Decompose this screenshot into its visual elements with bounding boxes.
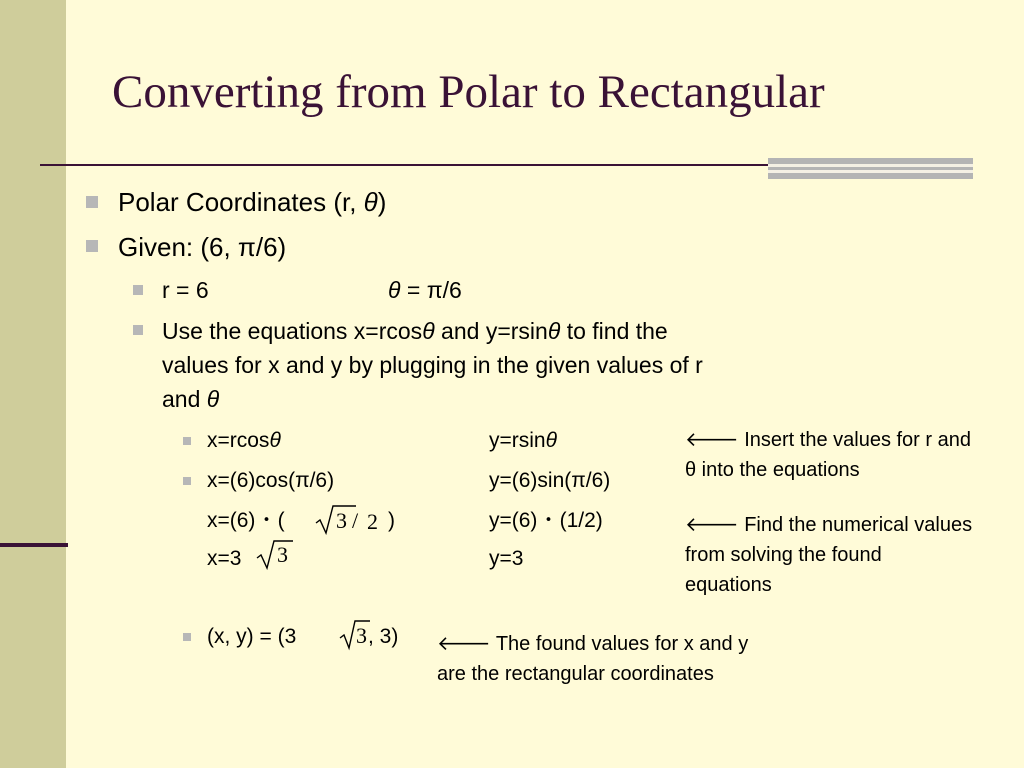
- equation-y-general: y=rsinθ: [489, 429, 558, 452]
- arrow-left-icon: 🡐: [685, 514, 739, 536]
- use-equations-line-3: and θ: [162, 386, 220, 412]
- arrow-left-icon: 🡐: [685, 429, 739, 451]
- sqrt-three-symbol: 3: [316, 503, 356, 535]
- bullet-icon: [86, 196, 98, 208]
- result-coordinates-suffix: , 3): [368, 625, 399, 648]
- bullet-icon: [183, 437, 191, 445]
- slide-title: Converting from Polar to Rectangular: [112, 66, 825, 118]
- bullet-icon: [133, 285, 143, 295]
- arrow-left-icon: 🡐: [437, 633, 491, 655]
- equation-y-substituted: y=(6)sin(π/6): [489, 469, 611, 492]
- denominator-two: 2: [367, 509, 378, 534]
- use-equations-line-1: Use the equations x=rcosθ and y=rsinθ to find the: [162, 318, 668, 344]
- note-find-values: 🡐 Find the numerical values from solving the found equations: [685, 514, 973, 596]
- r-value: r = 6: [162, 277, 209, 303]
- sqrt-three-symbol: 3: [340, 618, 370, 650]
- sqrt-three-symbol: 3: [257, 538, 293, 570]
- division-slash: /: [352, 508, 359, 533]
- equation-y-evaluated: y=(6) ･ (1/2): [489, 509, 603, 532]
- equation-y-result: y=3: [489, 547, 524, 570]
- bullet-icon: [183, 633, 191, 641]
- equation-x-evaluated-prefix: x=(6) ･ (: [207, 509, 285, 532]
- note-insert-values: 🡐 Insert the values for r and θ into the equations: [685, 429, 971, 481]
- equation-x-general: x=rcosθ: [207, 429, 281, 452]
- left-decorative-band: [0, 0, 66, 768]
- equation-x-result: x=3: [207, 547, 242, 570]
- equation-x-evaluated-suffix: ): [388, 509, 395, 532]
- bullet-icon: [183, 477, 191, 485]
- left-band-divider: [0, 543, 68, 547]
- use-equations-line-2: values for x and y by plugging in the given values of r: [162, 352, 703, 378]
- result-coordinates-prefix: (x, y) = (3: [207, 625, 297, 648]
- note-found-values: 🡐 The found values for x and y are the rectangular coordinates: [437, 633, 749, 685]
- title-accent-bar: [768, 158, 973, 179]
- theta-value: θ = π/6: [388, 277, 462, 303]
- bullet-icon: [133, 325, 143, 335]
- bullet-polar-coordinates: Polar Coordinates (r, θ): [118, 187, 387, 217]
- accent-stripe: [768, 170, 973, 173]
- accent-stripe: [768, 164, 973, 167]
- bullet-given: Given: (6, π/6): [118, 232, 287, 262]
- bullet-icon: [86, 240, 98, 252]
- equation-x-substituted: x=(6)cos(π/6): [207, 469, 335, 492]
- title-rule: [40, 164, 768, 166]
